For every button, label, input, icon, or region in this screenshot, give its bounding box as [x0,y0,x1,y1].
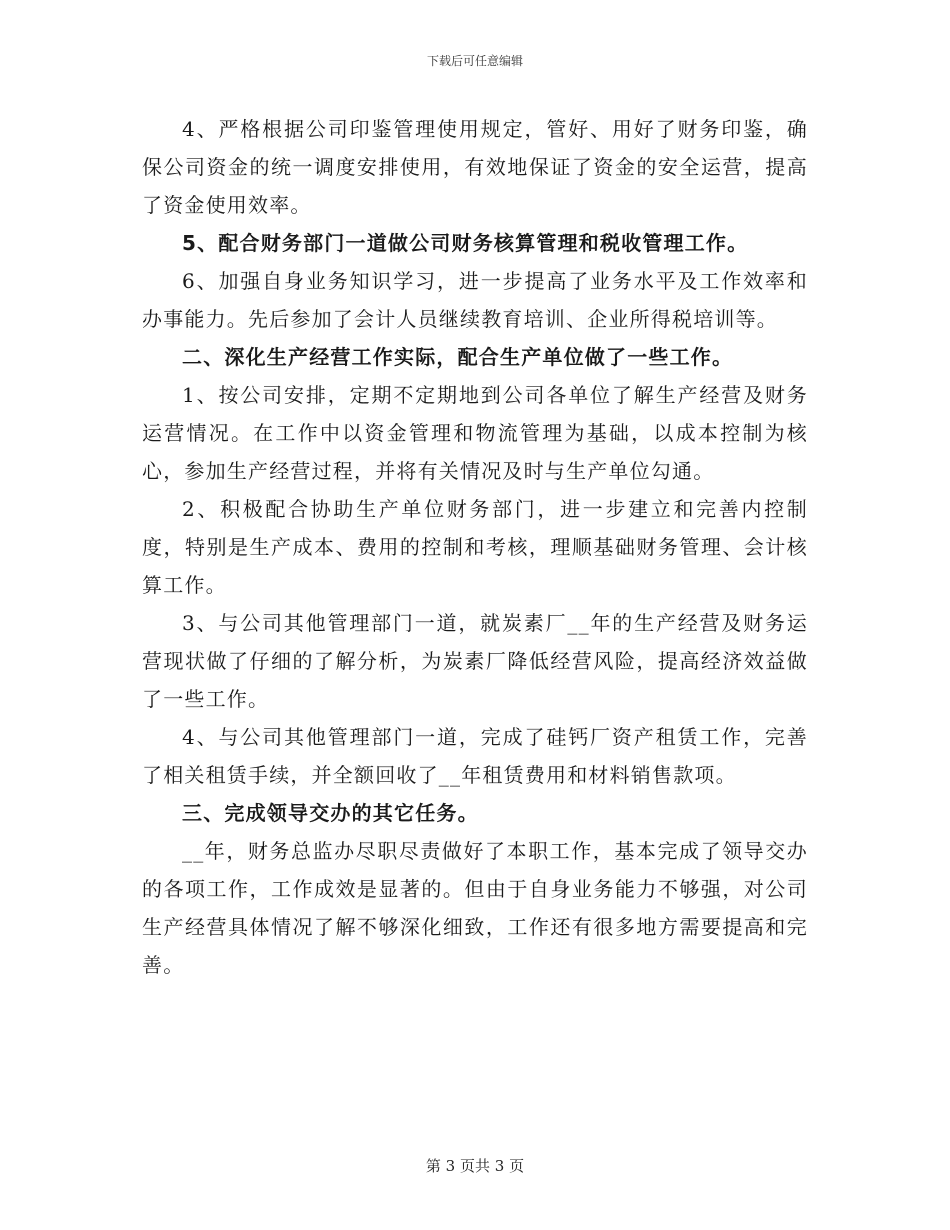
page-footer: 第 3 页共 3 页 [425,1157,525,1175]
paragraph-6-learning: 6、加强自身业务知识学习，进一步提高了业务水平及工作效率和办事能力。先后参加了会计人员继续教育培训、企业所得税培训等。 [142,269,808,331]
paragraph-1-visits: 1、按公司安排，定期不定期地到公司各单位了解生产经营及财务运营情况。在工作中以资金管理和物流管理为基础，以成本控制为核心，参加生产经营过程，并将有关情况及时与生产单位勾通。 [142,383,808,483]
document-body [142,110,808,984]
paragraph-2-internal-control: 2、积极配合协助生产单位财务部门，进一步建立和完善内控制度，特别是生产成本、费用的控制和考核，理顺基础财务管理、会计核算工作。 [142,497,808,597]
page-header: 下载后可任意编辑 [426,54,523,68]
section-heading-3: 三、完成领导交办的其它任务。 [182,801,479,825]
paragraph-4-lease: 4、与公司其他管理部门一道，完成了硅钙厂资产租赁工作，完善了相关租赁手续，并全额回收了__年租赁费用和材料销售款项。 [142,725,808,787]
section-heading-2: 二、深化生产经营工作实际，配合生产单位做了一些工作。 [182,345,734,369]
paragraph-summary: __年，财务总监办尽职尽责做好了本职工作，基本完成了领导交办的各项工作，工作成效是显著的。但由于自身业务能力不够强，对公司生产经营具体情况了解不够深化细致，工作还有很多地方需要提高和完善。 [142,839,808,977]
paragraph-3-carbon-plant: 3、与公司其他管理部门一道，就炭素厂__年的生产经营及财务运营现状做了仔细的了解分析，为炭素厂降低经营风险，提高经济效益做了一些工作。 [142,611,808,711]
paragraph-5-accounting-tax: 5、配合财务部门一道做公司财务核算管理和税收管理工作。 [182,231,749,255]
paragraph-4-seal-management: 4、严格根据公司印鉴管理使用规定，管好、用好了财务印鉴，确保公司资金的统一调度安排使用，有效地保证了资金的安全运营，提高了资金使用效率。 [142,117,808,217]
